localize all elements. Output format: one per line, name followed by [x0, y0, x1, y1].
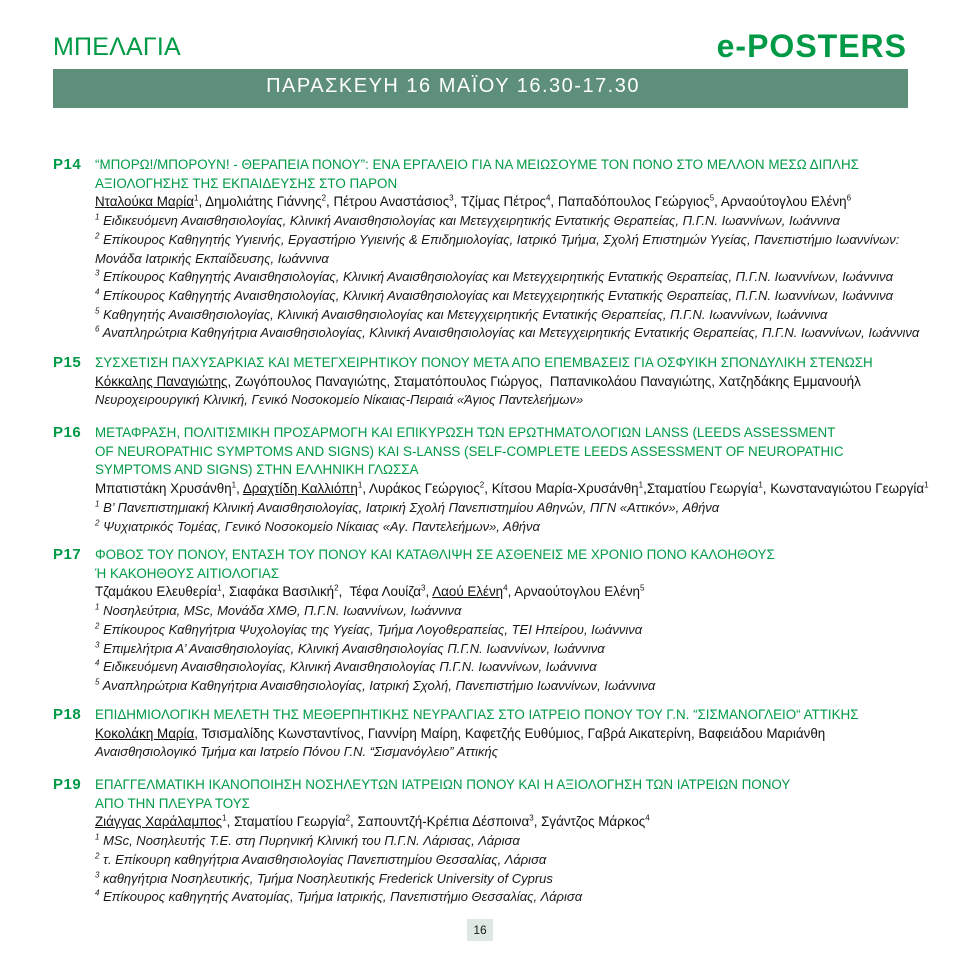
poster-id: P19: [53, 776, 82, 793]
author-affiliation-ref: 4: [503, 583, 508, 593]
affiliation-text: Καθηγητής Αναισθησιολογίας, Κλινική Αναισθησιολογίας και Μετεγχειρητικής Εντατικής Θεραπείας, Π.Γ.Ν. Ιωαννίνων, Ιωάννινα: [103, 306, 828, 322]
author-separator: ,: [457, 725, 465, 741]
author-affiliation-ref: 1: [357, 480, 363, 490]
poster-id: P16: [53, 424, 82, 441]
author-affiliation-ref: 1: [194, 193, 199, 203]
poster-id: P18: [53, 706, 82, 723]
author-separator: ,: [453, 194, 461, 210]
affiliation-ref: 4: [95, 658, 100, 668]
poster-title-line: OF NEUROPATHIC SYMPTOMS AND SIGNS) KAI S-LANSS (SELF-COMPLETE LEEDS ASSESSMENT OF NEUROPATHIC: [95, 443, 844, 459]
poster-title-line: ΣΥΣΧΕΤΙΣΗ ΠΑΧΥΣΑΡΚΙΑΣ ΚΑΙ ΜΕΤΕΓΧΕΙΡΗΤΙΚΟΥ ΠΟΝΟΥ ΜΕΤΑ ΑΠΟ ΕΠΕΜΒΑΣΕΙΣ ΓΙΑ ΟΣΦΥΙΚΗ ΣΠΟΝΔΥΛΙΚΗ ΣΤΕΝΩΣΗ: [95, 355, 873, 370]
affiliation-text: Επίκουρος Καθηγητής Υγιεινής, Εργαστήριο Υγιεινής & Επιδημιολογίας, Ιατρικό Τμήμα, Σχολή Επιστημών Υγείας, Πανεπιστήμιο Ιωαννίνων:: [103, 231, 900, 247]
affiliation-text: Ειδικευόμενη Αναισθησιολογίας, Κλινική Αναισθησιολογίας και Μετεγχειρητικής Εντατικής Θεραπείας, Π.Γ.Ν. Ιωαννίνων, Ιωάννινα: [103, 213, 840, 229]
affiliation-text: Επίκουρος Καθηγητής Αναισθησιολογίας, Κλινική Αναισθησιολογίας και Μετεγχειρητικής Εντατικής Θεραπείας, Π.Γ.Ν. Ιωαννίνων, Ιωάννινα: [103, 287, 894, 303]
affiliation-ref: 3: [95, 870, 100, 880]
author-affiliation-ref: 2: [321, 193, 327, 203]
poster-affiliation: [95, 832, 920, 851]
author-name: Σταματίου Γεωργία: [234, 814, 346, 830]
poster-body: [95, 156, 920, 343]
affiliation-text: MSc, Νοσηλευτής Τ.Ε. στη Πυρηνική Κλινική του Π.Γ.Ν. Λάρισας, Λάρισα: [103, 833, 520, 849]
author-separator: ,: [360, 725, 368, 741]
author-separator: ,: [326, 194, 334, 210]
affiliation-ref: 1: [95, 499, 100, 509]
author-name: Σγάντζος Μάρκος: [541, 814, 646, 830]
poster-affiliation: [95, 499, 920, 518]
author-separator: ,: [338, 584, 350, 600]
poster-id: P14: [53, 156, 82, 173]
author-separator: ,: [690, 725, 699, 741]
poster-id: P15: [53, 354, 82, 371]
author-separator: ,: [762, 481, 771, 497]
author-affiliation-ref: 3: [421, 583, 426, 593]
poster-affiliation: [95, 391, 920, 410]
poster-affiliation: [95, 602, 920, 621]
author-affiliation-ref: 1: [924, 480, 929, 490]
author-affiliation-ref: 1: [231, 480, 237, 490]
poster-affiliation: [95, 677, 920, 696]
author-name: Σιαφάκα Βασιλική: [228, 584, 335, 600]
author-name: Τζαμάκου Ελευθερία: [95, 584, 218, 600]
author-name: Βαφειάδου Μαριάνθη: [698, 725, 826, 741]
author-affiliation-ref: 2: [479, 480, 485, 490]
poster-authors: [95, 480, 929, 499]
poster-affiliation: [95, 640, 920, 659]
poster-title-line: ΜΕΤΑΦΡΑΣΗ, ΠΟΛΙΤΙΣΜΙΚΗ ΠΡΟΣΑΡΜΟΓΗ ΚΑΙ ΕΠΙΚΥΡΩΣΗ ΤΩΝ ΕΡΩΤΗΜΑΤΟΛΟΓΙΩΝ LANSS (LEEDS ASSESSMENT: [95, 425, 836, 440]
author-separator: ,: [198, 194, 206, 210]
affiliation-text: Ειδικευόμενη Αναισθησιολογίας, Κλινική Αναισθησιολογίας Π.Γ.Ν. Ιωαννίνων, Ιωάννινα: [103, 659, 597, 675]
author-affiliation-ref: 1: [217, 583, 222, 593]
affiliation-text: Επίκουρος Καθηγήτρια Ψυχολογίας της Υγείας, Τμήμα Λογοθεραπείας, ΤΕΙ Ηπείρου, Ιωάννινα: [103, 621, 643, 637]
author-name: Τσισμαλίδης Κωνσταντίνος: [201, 725, 361, 741]
poster-affiliation: [95, 306, 920, 325]
author-name: Αρναούτογλου Ελένη: [514, 584, 640, 600]
poster-affiliation: [95, 870, 920, 889]
poster-title-line: SYMPTOMS AND SIGNS) ΣΤΗΝ ΕΛΛΗΝΙΚΗ ΓΛΩΣΣΑ: [95, 462, 419, 478]
affiliation-text: καθηγήτρια Νοσηλευτικής, Τμήμα Νοσηλευτικής Frederick University of Cyprus: [103, 870, 553, 886]
poster-title-line: ΕΠΙΔΗΜΙΟΛΟΓΙΚΗ ΜΕΛΕΤΗ ΤΗΣ ΜΕΘΕΡΠΗΤΙΚΗΣ ΝΕΥΡΑΛΓΙΑΣ ΣΤΟ ΙΑΤΡΕΙΟ ΠΟΝΟΥ ΤΟΥ Γ.Ν. “ΣΙΣΜΑΝΟΓΛΕΙΟ“ ΑΤΤΙΚΗΣ: [95, 707, 859, 722]
poster-affiliation: [95, 658, 920, 677]
author-name: Κοκολάκη Μαρία: [95, 725, 195, 741]
poster-affiliation: [95, 851, 920, 870]
poster-body: [95, 546, 920, 696]
author-separator: ,: [386, 373, 394, 389]
author-name: Λυράκος Γεώργιος: [369, 481, 480, 497]
poster-id: P17: [53, 546, 82, 563]
poster-affiliation: [95, 888, 920, 907]
author-separator: ,: [533, 814, 542, 830]
author-affiliation-ref: 4: [645, 813, 650, 823]
poster-body: [95, 706, 920, 762]
affiliation-ref: 4: [95, 287, 100, 297]
poster-body: [95, 776, 920, 907]
poster-body: [95, 354, 920, 410]
poster-affiliation: [95, 743, 920, 762]
author-affiliation-ref: 5: [709, 193, 715, 203]
congress-venue-title: ΜΠΕΛΑΓΙΑ: [53, 33, 181, 61]
poster-affiliation: [95, 518, 920, 537]
poster-body: [95, 424, 929, 536]
author-name: Κίτσου Μαρία-Χρυσάνθη: [491, 481, 639, 497]
affiliation-ref: 1: [95, 212, 100, 222]
author-name: Ζωγόπουλος Παναγιώτης: [234, 373, 387, 389]
affiliation-ref: 5: [95, 677, 100, 687]
poster-affiliation: [95, 231, 920, 250]
poster-affiliation: [95, 324, 920, 343]
affiliation-text: τ. Επίκουρη καθηγήτρια Αναισθησιολογίας Πανεπιστημίου Θεσσαλίας, Λάρισα: [103, 851, 547, 867]
affiliation-ref: 6: [95, 325, 100, 334]
author-name: Αρναούτογλου Ελένη: [720, 194, 847, 210]
author-name: Κόκκαλης Παναγιώτης: [95, 373, 228, 389]
poster-authors: [95, 373, 920, 392]
author-affiliation-ref: 2: [345, 813, 351, 823]
author-name: Γαβρά Αικατερίνη: [587, 725, 691, 741]
session-band: [53, 69, 908, 108]
affiliation-ref: 2: [95, 621, 100, 631]
author-name: Χατζηδάκης Εμμανουήλ: [718, 373, 861, 389]
author-separator: ,: [221, 584, 229, 600]
poster-title-line: ΦΟΒΟΣ ΤΟΥ ΠΟΝΟΥ, ΕΝΤΑΣΗ ΤΟΥ ΠΟΝΟΥ ΚΑΙ ΚΑΤΑΘΛΙΨΗ ΣΕ ΑΣΘΕΝΕΙΣ ΜΕ ΧΡΟΝΙΟ ΠΟΝΟ ΚΑΛΟΗΘΟΥΣ: [95, 547, 775, 562]
affiliation-ref: 4: [95, 888, 100, 898]
affiliation-ref: 2: [95, 851, 100, 861]
poster-affiliation: [95, 268, 920, 287]
author-name: Λαού Ελένη: [432, 584, 504, 600]
author-separator: ,: [194, 725, 202, 741]
author-separator: ,: [226, 814, 235, 830]
affiliation-ref: 1: [95, 602, 100, 612]
poster-authors: [95, 583, 920, 602]
author-name: Δημολιάτης Γιάννης: [205, 194, 322, 210]
poster-title-line: Ή ΚΑΚΟΗΘΟΥΣ ΑΙΤΙΟΛΟΓΙΑΣ: [95, 565, 280, 581]
affiliation-ref: 3: [95, 640, 100, 650]
poster-affiliation: [95, 287, 920, 306]
author-separator: ,: [507, 584, 515, 600]
poster-title-line: ΑΞΙΟΛΟΓΗΣΗΣ ΤΗΣ ΕΚΠΑΙΔΕΥΣΗΣ ΣΤΟ ΠΑΡΟΝ: [95, 175, 398, 191]
page-number: 16: [467, 919, 493, 941]
author-affiliation-ref: 3: [529, 813, 534, 823]
author-separator: ,: [227, 373, 235, 389]
affiliation-text: Επίκουρος Καθηγητής Αναισθησιολογίας, Κλινική Αναισθησιολογίας και Μετεγχειρητικής Εντατικής Θεραπείας, Π.Γ.Ν. Ιωαννίνων, Ιωάννινα: [103, 269, 894, 285]
author-name: Δραχτίδη Καλλιόπη: [242, 481, 358, 497]
affiliation-text: Επιμελήτρια Α’ Αναισθησιολογίας, Κλινική Αναισθησιολογίας Π.Γ.Ν. Ιωαννίνων, Ιωάννινα: [103, 640, 605, 656]
section-title: e-POSTERS: [716, 28, 907, 64]
author-name: Τέφα Λουίζα: [349, 584, 422, 600]
author-separator: ,: [484, 481, 492, 497]
author-separator: ,: [236, 481, 243, 497]
poster-title-line: ΕΠΑΓΓΕΛΜΑΤΙΚΗ ΙΚΑΝΟΠΟΙΗΣΗ ΝΟΣΗΛΕΥΤΩΝ ΙΑΤΡΕΙΩΝ ΠΟΝΟΥ ΚΑΙ Η ΑΞΙΟΛΟΓΗΣΗ ΤΩΝ ΙΑΤΡΕΙΩΝ ΠΟΝΟΥ: [95, 777, 791, 792]
author-name: Τζίμας Πέτρος: [460, 194, 546, 210]
author-name: Ζιάγγας Χαράλαμπος: [95, 814, 223, 830]
author-affiliation-ref: 4: [545, 193, 551, 203]
author-affiliation-ref: 3: [449, 193, 454, 203]
affiliation-text: Νευροχειρουργική Κλινική, Γενικό Νοσοκομείο Νίκαιας-Πειραιά «Άγιος Παντελεήμων»: [95, 392, 584, 408]
affiliation-text: Ψυχιατρικός Τομέας, Γενικό Νοσοκομείο Νίκαιας «Αγ. Παντελεήμων», Αθήνα: [103, 518, 540, 534]
author-name: Παπαδόπουλος Γεώργιος: [557, 194, 710, 210]
affiliation-ref: 2: [95, 518, 100, 528]
poster-affiliation: [95, 621, 920, 640]
author-affiliation-ref: 1: [638, 480, 644, 490]
poster-authors: [95, 813, 920, 832]
author-separator: ,: [714, 194, 721, 210]
poster-affiliation: [95, 250, 920, 269]
affiliation-text: Μονάδα Ιατρικής Εκπαίδευσης, Ιωάννινα: [95, 250, 329, 266]
affiliation-ref: 3: [95, 268, 100, 278]
affiliation-text: Β’ Πανεπιστημιακή Κλινική Αναισθησιολογίας, Ιατρική Σχολή Πανεπιστημίου Αθηνών, ΠΓΝ «Αττικόν», Αθήνα: [103, 499, 720, 515]
poster-authors: [95, 725, 920, 744]
affiliation-text: Αναπληρώτρια Καθηγήτρια Αναισθησιολογίας, Κλινική Αναισθησιολογίας και Μετεγχειρητικής Εντατικής Θεραπείας, Π.Γ.Ν. Ιωαννίνων, Ιωάννινα: [102, 325, 920, 341]
author-name: Σταματίου Γεωργία: [646, 481, 759, 497]
author-name: Μπατιστάκη Χρυσάνθη: [95, 481, 232, 497]
author-separator: ,: [643, 481, 647, 497]
author-separator: ,: [362, 481, 370, 497]
poster-authors: [95, 193, 920, 212]
author-name: Πέτρου Αναστάσιος: [333, 194, 450, 210]
poster-title-line: ΑΠΟ ΤΗΝ ΠΛΕΥΡΑ ΤΟΥΣ: [95, 795, 250, 811]
affiliation-text: Αναπληρώτρια Καθηγήτρια Αναισθησιολογίας, Ιατρική Σχολή, Πανεπιστήμιο Ιωαννίνων, Ιωάννινα: [102, 677, 656, 693]
affiliation-text: Νοσηλεύτρια, MSc, Μονάδα ΧΜΘ, Π.Γ.Ν. Ιωαννίνων, Ιωάννινα: [103, 603, 462, 619]
author-affiliation-ref: 2: [334, 583, 339, 593]
author-separator: ,: [425, 584, 433, 600]
session-date-time: ΠΑΡΑΣΚΕΥΗ 16 ΜΑΪΟΥ 16.30-17.30: [266, 75, 640, 97]
author-name: Καφετζής Ευθύμιος: [464, 725, 581, 741]
author-name: Σταματόπουλος Γιώργος: [393, 373, 539, 389]
affiliation-ref: 5: [95, 306, 100, 316]
poster-affiliation: [95, 212, 920, 231]
author-name: Παπανικολάου Παναγιώτης: [549, 373, 712, 389]
author-affiliation-ref: 6: [846, 193, 852, 203]
author-affiliation-ref: 5: [640, 583, 645, 593]
author-separator: ,: [350, 814, 358, 830]
author-affiliation-ref: 1: [758, 480, 763, 490]
affiliation-text: Αναισθησιολογικό Τμήμα και Ιατρείο Πόνου Γ.Ν. “Σισμανόγλειο” Αττικής: [95, 744, 499, 760]
author-name: Κωνσταναγιώτου Γεωργία: [770, 481, 925, 497]
author-separator: ,: [580, 725, 588, 741]
author-separator: ,: [550, 194, 558, 210]
affiliation-ref: 2: [95, 231, 100, 241]
affiliation-text: Επίκουρος καθηγητής Ανατομίας, Τμήμα Ιατρικής, Πανεπιστήμιο Θεσσαλίας, Λάρισα: [103, 889, 583, 905]
author-name: Νταλούκα Μαρία: [95, 194, 194, 210]
poster-title-line: “ΜΠΟΡΩ!/ΜΠΟΡΟΥΝ! - ΘΕΡΑΠΕΙΑ ΠΟΝΟΥ”: ΕΝΑ ΕΡΓΑΛΕΙΟ ΓΙΑ ΝΑ ΜΕΙΩΣΟΥΜΕ ΤΟΝ ΠΟΝΟ ΣΤΟ ΜΕΛΛΟΝ ΜΕΣΩ ΔΙΠΛΗΣ: [95, 157, 859, 172]
author-separator: ,: [711, 373, 719, 389]
affiliation-ref: 1: [95, 832, 100, 842]
author-name: Γιαννίρη Μαίρη: [367, 725, 458, 741]
author-separator: ,: [538, 373, 550, 389]
author-affiliation-ref: 1: [222, 813, 227, 823]
author-name: Σαπουντζή-Κρέπια Δέσποινα: [357, 814, 530, 830]
